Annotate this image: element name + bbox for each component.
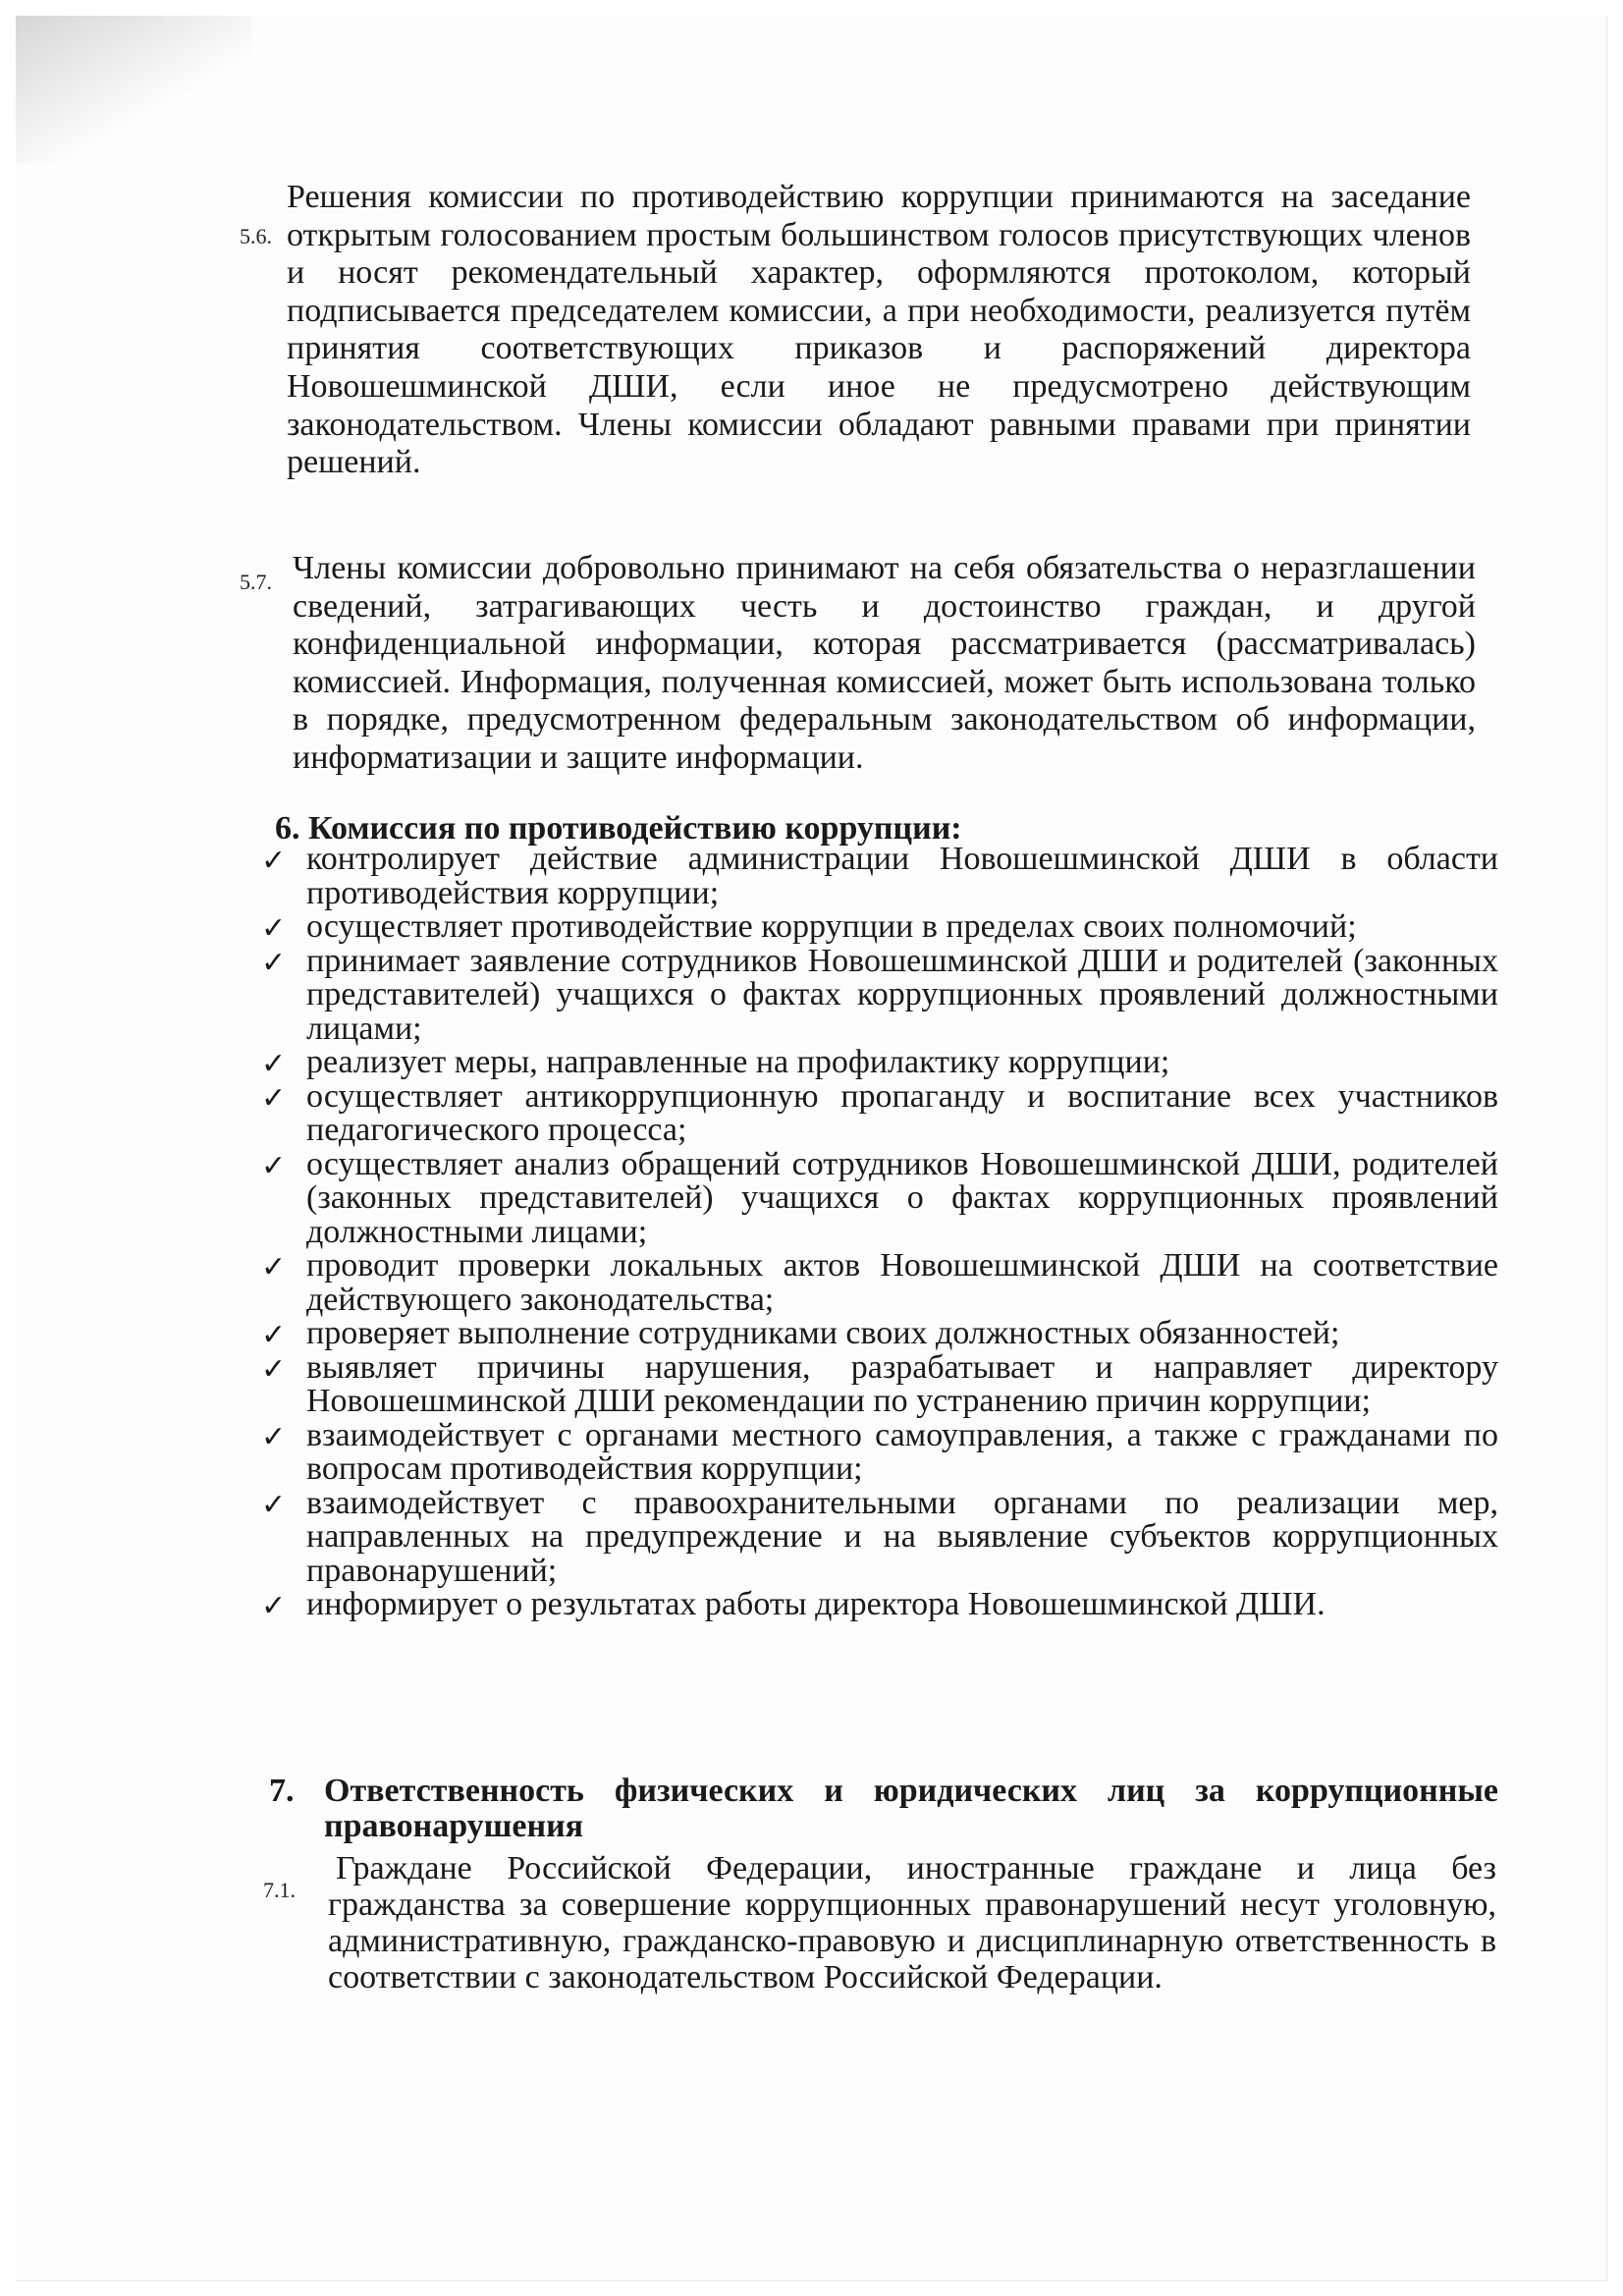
checklist-item-text: контролирует действие администрации Новошешминской ДШИ в области противодействия коррупции;	[306, 841, 1498, 911]
checklist-item-text: информирует о результатах работы директора Новошешминской ДШИ.	[306, 1586, 1325, 1622]
checklist-item	[261, 942, 1498, 1047]
clause-7-1-text: Граждане Российской Федерации, иностранные граждане и лица без гражданства за совершение коррупционных правонарушений несут уголовную, административную, гражданско-правовую и дисциплинарную ответственность в соответствии с законодательством Российской Федерации.	[328, 1850, 1496, 1995]
check-icon: ✓	[261, 945, 287, 980]
checklist-item-text: осуществляет антикоррупционную пропаганду и воспитание всех участников педагогического процесса;	[306, 1077, 1498, 1148]
check-icon: ✓	[261, 1419, 287, 1454]
section-6-checklist	[261, 843, 1498, 1622]
check-icon: ✓	[261, 1047, 287, 1081]
checklist-item-text: проверяет выполнение сотрудниками своих должностных обязанностей;	[306, 1315, 1340, 1351]
checklist-item-text: осуществляет противодействие коррупции в пределах своих полномочий;	[306, 908, 1357, 945]
checklist-item	[261, 1046, 1498, 1080]
section-7-number: 7.	[269, 1773, 295, 1809]
check-icon: ✓	[261, 844, 287, 878]
check-icon: ✓	[261, 1148, 287, 1183]
checklist-item	[261, 1145, 1498, 1250]
checklist-item	[261, 1484, 1498, 1589]
check-icon: ✓	[261, 1351, 287, 1387]
checklist-item	[261, 1588, 1498, 1622]
clause-5-7-text: Члены комиссии добровольно принимают на себя обязательства о неразглашении сведений, затрагивающих честь и достоинство граждан, и другой конфиденциальной информации, которая рассматривается (рассматривалась) комиссией. Информация, полученная комиссией, может быть использована только в порядке, предусмотренном федеральным законодательством об информации, информатизации и защите информации.	[293, 550, 1476, 776]
checklist-item-text: реализует меры, направленные на профилактику коррупции;	[306, 1044, 1170, 1080]
check-icon: ✓	[261, 911, 287, 946]
section-7-heading	[269, 1773, 1498, 1844]
scan-corner-shadow	[16, 16, 251, 163]
clause-number-5-6: 5.6.	[240, 224, 272, 248]
checklist-item	[261, 910, 1498, 945]
checklist-item-text: осуществляет анализ обращений сотрудников Новошешминской ДШИ, родителей (законных представителей) учащихся о фактах коррупционных проявлений должностными лицами;	[306, 1145, 1498, 1250]
clause-number-5-7: 5.7.	[240, 570, 272, 594]
checklist-item-text: взаимодействует с правоохранительными органами по реализации мер, направленных на предупреждение и на выявление субъектов коррупционных правонарушений;	[306, 1484, 1498, 1589]
checklist-item	[261, 843, 1498, 910]
check-icon: ✓	[261, 1487, 287, 1522]
checklist-item	[261, 1077, 1498, 1148]
clause-5-6-text: Решения комиссии по противодействию коррупции принимаются на заседание открытым голосованием простым большинством голосов присутствующих членов и носят рекомендательный характер, оформляются протоколом, который подписывается председателем комиссии, а при необходимости, реализуется путём принятия соответствующих приказов и распоряжений директора Новошешминской ДШИ, если иное не предусмотрено действующим законодательством. Члены комиссии обладают равными правами при принятии решений.	[287, 179, 1471, 481]
checklist-item	[261, 1249, 1498, 1317]
checklist-item-text: проводит проверки локальных актов Новошешминской ДШИ на соответствие действующего законодательства;	[306, 1247, 1498, 1318]
checklist-item-text: взаимодействует с органами местного самоуправления, а также с гражданами по вопросам противодействия коррупции;	[306, 1416, 1498, 1487]
check-icon: ✓	[261, 1318, 287, 1352]
checklist-item-text: выявляет причины нарушения, разрабатывает и направляет директору Новошешминской ДШИ рекомендации по устранению причин коррупции;	[306, 1348, 1498, 1419]
check-icon: ✓	[261, 1589, 287, 1623]
section-6-heading: 6. Комиссия по противодействию коррупции:	[275, 810, 962, 847]
clause-number-7-1: 7.1.	[263, 1878, 296, 1902]
checklist-item	[261, 1348, 1498, 1419]
checklist-item	[261, 1317, 1498, 1351]
checklist-item-text: принимает заявление сотрудников Новошешминской ДШИ и родителей (законных представителей) учащихся о фактах коррупционных проявлений должностными лицами;	[306, 942, 1498, 1047]
checklist-item	[261, 1416, 1498, 1487]
check-icon: ✓	[261, 1250, 287, 1285]
section-7-title: Ответственность физических и юридических лиц за коррупционные правонарушения	[324, 1773, 1498, 1844]
check-icon: ✓	[261, 1080, 287, 1116]
